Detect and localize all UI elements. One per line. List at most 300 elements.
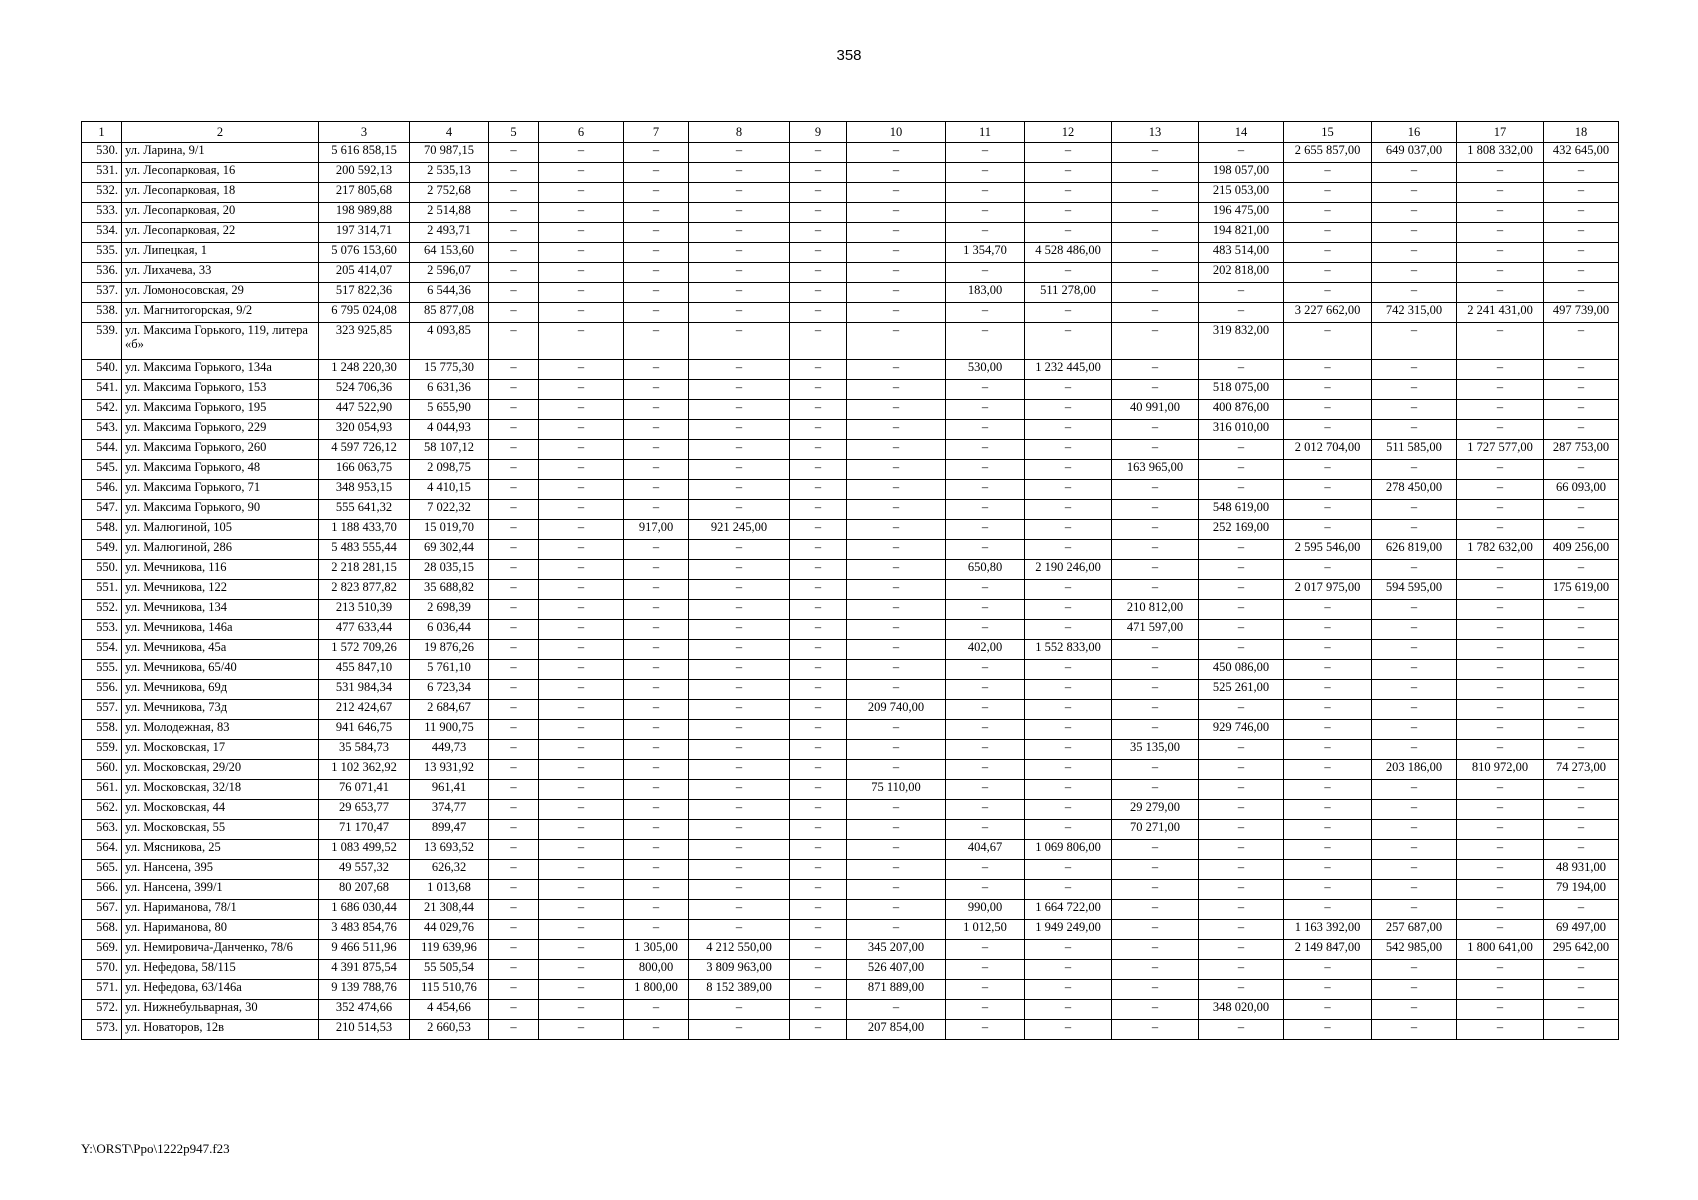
amount-cell: 626,32 <box>410 860 489 880</box>
address-cell: ул. Молодежная, 83 <box>122 720 319 740</box>
address-cell: ул. Мечникова, 69д <box>122 680 319 700</box>
amount-cell: – <box>1457 920 1544 940</box>
amount-cell: – <box>539 480 624 500</box>
amount-cell: 1 232 445,00 <box>1025 360 1112 380</box>
column-header: 6 <box>539 122 624 143</box>
amount-cell: – <box>489 520 539 540</box>
amount-cell: – <box>1112 360 1199 380</box>
table-row <box>82 420 1619 440</box>
amount-cell: 76 071,41 <box>319 780 410 800</box>
amount-cell: 432 645,00 <box>1544 143 1619 163</box>
amount-cell: – <box>1025 400 1112 420</box>
table-row <box>82 780 1619 800</box>
amount-cell: 450 086,00 <box>1199 660 1284 680</box>
amount-cell: 4 093,85 <box>410 323 489 360</box>
amount-cell: – <box>1199 820 1284 840</box>
amount-cell: 2 698,39 <box>410 600 489 620</box>
amount-cell: 71 170,47 <box>319 820 410 840</box>
amount-cell: – <box>790 920 847 940</box>
row-number-cell: 535. <box>82 243 122 263</box>
column-header: 14 <box>1199 122 1284 143</box>
amount-cell: – <box>1544 680 1619 700</box>
amount-cell: – <box>1457 420 1544 440</box>
amount-cell: 3 483 854,76 <box>319 920 410 940</box>
amount-cell: – <box>624 143 689 163</box>
amount-cell: – <box>1025 143 1112 163</box>
amount-cell: – <box>1457 520 1544 540</box>
amount-cell: – <box>539 500 624 520</box>
amount-cell: – <box>1544 163 1619 183</box>
amount-cell: – <box>1457 700 1544 720</box>
amount-cell: – <box>489 223 539 243</box>
amount-cell: – <box>847 560 946 580</box>
amount-cell: – <box>689 460 790 480</box>
amount-cell: – <box>1025 500 1112 520</box>
table-row <box>82 640 1619 660</box>
table-row <box>82 183 1619 203</box>
amount-cell: – <box>489 480 539 500</box>
amount-cell: – <box>1199 283 1284 303</box>
amount-cell: – <box>1025 323 1112 360</box>
amount-cell: – <box>489 880 539 900</box>
data-table <box>81 121 1619 1040</box>
amount-cell: – <box>1025 460 1112 480</box>
amount-cell: – <box>1025 980 1112 1000</box>
amount-cell: – <box>539 163 624 183</box>
amount-cell: – <box>1112 203 1199 223</box>
amount-cell: 7 022,32 <box>410 500 489 520</box>
table-row <box>82 900 1619 920</box>
amount-cell: – <box>1199 980 1284 1000</box>
amount-cell: – <box>1372 380 1457 400</box>
amount-cell: – <box>847 840 946 860</box>
amount-cell: – <box>1112 580 1199 600</box>
table-row <box>82 760 1619 780</box>
amount-cell: – <box>1112 920 1199 940</box>
table-row <box>82 580 1619 600</box>
address-cell: ул. Ларина, 9/1 <box>122 143 319 163</box>
amount-cell: – <box>539 720 624 740</box>
amount-cell: – <box>1544 740 1619 760</box>
amount-cell: – <box>1372 980 1457 1000</box>
amount-cell: – <box>1284 560 1372 580</box>
table-row <box>82 920 1619 940</box>
amount-cell: 28 035,15 <box>410 560 489 580</box>
amount-cell: – <box>489 840 539 860</box>
amount-cell: – <box>1199 880 1284 900</box>
amount-cell: – <box>1544 420 1619 440</box>
amount-cell: – <box>946 820 1025 840</box>
amount-cell: – <box>624 163 689 183</box>
amount-cell: – <box>1112 560 1199 580</box>
amount-cell: – <box>489 420 539 440</box>
page-number: 358 <box>836 47 862 64</box>
amount-cell: – <box>1544 283 1619 303</box>
amount-cell: – <box>847 680 946 700</box>
amount-cell: – <box>1372 740 1457 760</box>
amount-cell: – <box>1457 780 1544 800</box>
amount-cell: – <box>946 860 1025 880</box>
amount-cell: 477 633,44 <box>319 620 410 640</box>
amount-cell: – <box>1457 660 1544 680</box>
amount-cell: – <box>1372 420 1457 440</box>
amount-cell: – <box>1112 440 1199 460</box>
amount-cell: – <box>790 740 847 760</box>
amount-cell: 13 931,92 <box>410 760 489 780</box>
amount-cell: – <box>790 303 847 323</box>
amount-cell: – <box>1544 223 1619 243</box>
amount-cell: – <box>489 163 539 183</box>
address-cell: ул. Нариманова, 78/1 <box>122 900 319 920</box>
amount-cell: – <box>624 1000 689 1020</box>
amount-cell: – <box>1025 203 1112 223</box>
amount-cell: – <box>847 223 946 243</box>
amount-cell: – <box>1112 1020 1199 1040</box>
amount-cell: 2 752,68 <box>410 183 489 203</box>
amount-cell: – <box>790 620 847 640</box>
amount-cell: 15 775,30 <box>410 360 489 380</box>
amount-cell: 40 991,00 <box>1112 400 1199 420</box>
amount-cell: – <box>1457 163 1544 183</box>
amount-cell: – <box>847 183 946 203</box>
amount-cell: – <box>847 860 946 880</box>
amount-cell: – <box>689 700 790 720</box>
amount-cell: – <box>946 880 1025 900</box>
amount-cell: – <box>1544 400 1619 420</box>
amount-cell: – <box>946 580 1025 600</box>
amount-cell: – <box>489 183 539 203</box>
amount-cell: – <box>1457 1020 1544 1040</box>
amount-cell: 4 597 726,12 <box>319 440 410 460</box>
table-header <box>82 122 1619 143</box>
amount-cell: – <box>624 360 689 380</box>
amount-cell: – <box>1199 760 1284 780</box>
amount-cell: – <box>1112 980 1199 1000</box>
amount-cell: – <box>847 880 946 900</box>
amount-cell: 1 808 332,00 <box>1457 143 1544 163</box>
amount-cell: – <box>790 360 847 380</box>
amount-cell: 119 639,96 <box>410 940 489 960</box>
amount-cell: – <box>847 540 946 560</box>
amount-cell: – <box>1457 860 1544 880</box>
amount-cell: – <box>489 560 539 580</box>
column-header: 1 <box>82 122 122 143</box>
amount-cell: – <box>1457 740 1544 760</box>
amount-cell: – <box>624 720 689 740</box>
amount-cell: – <box>790 720 847 740</box>
column-header: 12 <box>1025 122 1112 143</box>
row-number-cell: 533. <box>82 203 122 223</box>
amount-cell: 497 739,00 <box>1544 303 1619 323</box>
amount-cell: – <box>539 680 624 700</box>
amount-cell: – <box>1025 680 1112 700</box>
amount-cell: – <box>1457 580 1544 600</box>
amount-cell: 15 019,70 <box>410 520 489 540</box>
amount-cell: – <box>847 440 946 460</box>
row-number-cell: 570. <box>82 960 122 980</box>
amount-cell: – <box>624 900 689 920</box>
table-row <box>82 680 1619 700</box>
amount-cell: – <box>790 580 847 600</box>
address-cell: ул. Мечникова, 134 <box>122 600 319 620</box>
table-body <box>82 143 1619 1040</box>
amount-cell: – <box>1284 720 1372 740</box>
amount-cell: 278 450,00 <box>1372 480 1457 500</box>
address-cell: ул. Мечникова, 146а <box>122 620 319 640</box>
amount-cell: – <box>624 400 689 420</box>
table-row <box>82 560 1619 580</box>
amount-cell: 316 010,00 <box>1199 420 1284 440</box>
amount-cell: 917,00 <box>624 520 689 540</box>
amount-cell: – <box>1025 480 1112 500</box>
amount-cell: – <box>790 1000 847 1020</box>
amount-cell: – <box>1544 620 1619 640</box>
amount-cell: – <box>847 420 946 440</box>
amount-cell: 5 616 858,15 <box>319 143 410 163</box>
amount-cell: – <box>790 940 847 960</box>
amount-cell: 4 454,66 <box>410 1000 489 1020</box>
amount-cell: – <box>539 920 624 940</box>
table-row <box>82 303 1619 323</box>
amount-cell: – <box>1112 500 1199 520</box>
amount-cell: 85 877,08 <box>410 303 489 323</box>
amount-cell: – <box>489 460 539 480</box>
amount-cell: – <box>489 740 539 760</box>
amount-cell: – <box>539 940 624 960</box>
table-row <box>82 323 1619 360</box>
amount-cell: – <box>1284 840 1372 860</box>
amount-cell: 55 505,54 <box>410 960 489 980</box>
amount-cell: – <box>1284 183 1372 203</box>
amount-cell: – <box>1284 860 1372 880</box>
amount-cell: 1 800,00 <box>624 980 689 1000</box>
table-row <box>82 600 1619 620</box>
amount-cell: – <box>689 440 790 460</box>
amount-cell: – <box>539 600 624 620</box>
amount-cell: – <box>1199 460 1284 480</box>
amount-cell: 2 149 847,00 <box>1284 940 1372 960</box>
amount-cell: – <box>539 780 624 800</box>
amount-cell: – <box>1199 860 1284 880</box>
table-row <box>82 380 1619 400</box>
amount-cell: – <box>689 540 790 560</box>
table-row <box>82 283 1619 303</box>
amount-cell: 1 572 709,26 <box>319 640 410 660</box>
amount-cell: – <box>1112 243 1199 263</box>
table-row <box>82 840 1619 860</box>
address-cell: ул. Максима Горького, 153 <box>122 380 319 400</box>
amount-cell: 1 727 577,00 <box>1457 440 1544 460</box>
amount-cell: – <box>1284 500 1372 520</box>
amount-cell: 455 847,10 <box>319 660 410 680</box>
column-header: 4 <box>410 122 489 143</box>
amount-cell: – <box>847 900 946 920</box>
amount-cell: – <box>1544 980 1619 1000</box>
amount-cell: – <box>1372 460 1457 480</box>
amount-cell: – <box>624 840 689 860</box>
amount-cell: – <box>539 303 624 323</box>
amount-cell: – <box>539 143 624 163</box>
footer-file-path: Y:\ORST\Ppo\1222p947.f23 <box>81 1141 230 1156</box>
amount-cell: – <box>1544 380 1619 400</box>
amount-cell: – <box>1284 640 1372 660</box>
amount-cell: – <box>489 580 539 600</box>
address-cell: ул. Немировича-Данченко, 78/6 <box>122 940 319 960</box>
amount-cell: – <box>689 780 790 800</box>
amount-cell: – <box>946 500 1025 520</box>
amount-cell: – <box>946 680 1025 700</box>
amount-cell: 212 424,67 <box>319 700 410 720</box>
amount-cell: – <box>847 620 946 640</box>
amount-cell: – <box>1112 183 1199 203</box>
amount-cell: – <box>1199 540 1284 560</box>
amount-cell: – <box>624 680 689 700</box>
amount-cell: – <box>847 660 946 680</box>
table-row <box>82 500 1619 520</box>
amount-cell: 742 315,00 <box>1372 303 1457 323</box>
amount-cell: – <box>489 760 539 780</box>
amount-cell: – <box>689 1020 790 1040</box>
amount-cell: 1 083 499,52 <box>319 840 410 860</box>
amount-cell: – <box>489 960 539 980</box>
amount-cell: 200 592,13 <box>319 163 410 183</box>
amount-cell: – <box>1199 840 1284 860</box>
amount-cell: 1 664 722,00 <box>1025 900 1112 920</box>
address-cell: ул. Нефедова, 63/146а <box>122 980 319 1000</box>
amount-cell: – <box>847 580 946 600</box>
amount-cell: – <box>624 660 689 680</box>
address-cell: ул. Малюгиной, 286 <box>122 540 319 560</box>
amount-cell: – <box>689 800 790 820</box>
amount-cell: 115 510,76 <box>410 980 489 1000</box>
amount-cell: – <box>1457 460 1544 480</box>
amount-cell: – <box>1284 283 1372 303</box>
amount-cell: 400 876,00 <box>1199 400 1284 420</box>
amount-cell: 511 278,00 <box>1025 283 1112 303</box>
amount-cell: – <box>689 243 790 263</box>
amount-cell: – <box>539 1000 624 1020</box>
amount-cell: 198 057,00 <box>1199 163 1284 183</box>
amount-cell: 205 414,07 <box>319 263 410 283</box>
amount-cell: – <box>1284 400 1372 420</box>
table-row <box>82 880 1619 900</box>
amount-cell: 210 812,00 <box>1112 600 1199 620</box>
amount-cell: – <box>1544 780 1619 800</box>
amount-cell: – <box>1544 263 1619 283</box>
row-number-cell: 542. <box>82 400 122 420</box>
amount-cell: – <box>1025 580 1112 600</box>
amount-cell: – <box>1112 720 1199 740</box>
amount-cell: – <box>1372 800 1457 820</box>
table-row <box>82 263 1619 283</box>
amount-cell: – <box>1199 480 1284 500</box>
amount-cell: – <box>1372 203 1457 223</box>
amount-cell: – <box>1457 283 1544 303</box>
address-cell: ул. Новаторов, 12в <box>122 1020 319 1040</box>
amount-cell: – <box>624 1020 689 1040</box>
amount-cell: – <box>790 600 847 620</box>
amount-cell: 5 076 153,60 <box>319 243 410 263</box>
amount-cell: – <box>1372 780 1457 800</box>
amount-cell: – <box>790 860 847 880</box>
amount-cell: – <box>489 1020 539 1040</box>
amount-cell: – <box>1284 163 1372 183</box>
amount-cell: – <box>790 880 847 900</box>
amount-cell: – <box>1284 740 1372 760</box>
amount-cell: – <box>689 283 790 303</box>
amount-cell: – <box>946 520 1025 540</box>
amount-cell: – <box>1025 660 1112 680</box>
amount-cell: – <box>1457 1000 1544 1020</box>
amount-cell: 80 207,68 <box>319 880 410 900</box>
address-cell: ул. Лесопарковая, 22 <box>122 223 319 243</box>
amount-cell: – <box>1457 960 1544 980</box>
address-cell: ул. Лесопарковая, 18 <box>122 183 319 203</box>
amount-cell: – <box>847 400 946 420</box>
amount-cell: 64 153,60 <box>410 243 489 263</box>
amount-cell: – <box>1372 860 1457 880</box>
amount-cell: – <box>1372 700 1457 720</box>
amount-cell: – <box>539 420 624 440</box>
amount-cell: 374,77 <box>410 800 489 820</box>
amount-cell: – <box>1025 800 1112 820</box>
amount-cell: – <box>847 800 946 820</box>
amount-cell: – <box>790 460 847 480</box>
amount-cell: – <box>946 263 1025 283</box>
table-row <box>82 163 1619 183</box>
amount-cell: 35 135,00 <box>1112 740 1199 760</box>
table-row <box>82 360 1619 380</box>
amount-cell: – <box>790 780 847 800</box>
amount-cell: 345 207,00 <box>847 940 946 960</box>
amount-cell: – <box>790 980 847 1000</box>
amount-cell: 941 646,75 <box>319 720 410 740</box>
amount-cell: – <box>790 900 847 920</box>
table-row <box>82 1020 1619 1040</box>
table-row <box>82 940 1619 960</box>
amount-cell: – <box>847 360 946 380</box>
amount-cell: – <box>1457 980 1544 1000</box>
amount-cell: – <box>1199 560 1284 580</box>
amount-cell: – <box>790 420 847 440</box>
amount-cell: 6 036,44 <box>410 620 489 640</box>
amount-cell: – <box>1372 360 1457 380</box>
address-cell: ул. Мечникова, 122 <box>122 580 319 600</box>
amount-cell: – <box>1544 900 1619 920</box>
table-row <box>82 243 1619 263</box>
amount-cell: – <box>790 800 847 820</box>
amount-cell: – <box>1112 323 1199 360</box>
amount-cell: – <box>624 800 689 820</box>
amount-cell: 175 619,00 <box>1544 580 1619 600</box>
amount-cell: 518 075,00 <box>1199 380 1284 400</box>
amount-cell: 1 354,70 <box>946 243 1025 263</box>
amount-cell: – <box>790 380 847 400</box>
amount-cell: 348 953,15 <box>319 480 410 500</box>
amount-cell: 471 597,00 <box>1112 620 1199 640</box>
amount-cell: – <box>489 600 539 620</box>
row-number-cell: 555. <box>82 660 122 680</box>
amount-cell: – <box>1372 243 1457 263</box>
amount-cell: 4 391 875,54 <box>319 960 410 980</box>
amount-cell: – <box>1284 420 1372 440</box>
amount-cell: – <box>1199 143 1284 163</box>
amount-cell: – <box>539 243 624 263</box>
amount-cell: 5 761,10 <box>410 660 489 680</box>
amount-cell: – <box>624 760 689 780</box>
amount-cell: – <box>790 243 847 263</box>
amount-cell: – <box>1112 940 1199 960</box>
